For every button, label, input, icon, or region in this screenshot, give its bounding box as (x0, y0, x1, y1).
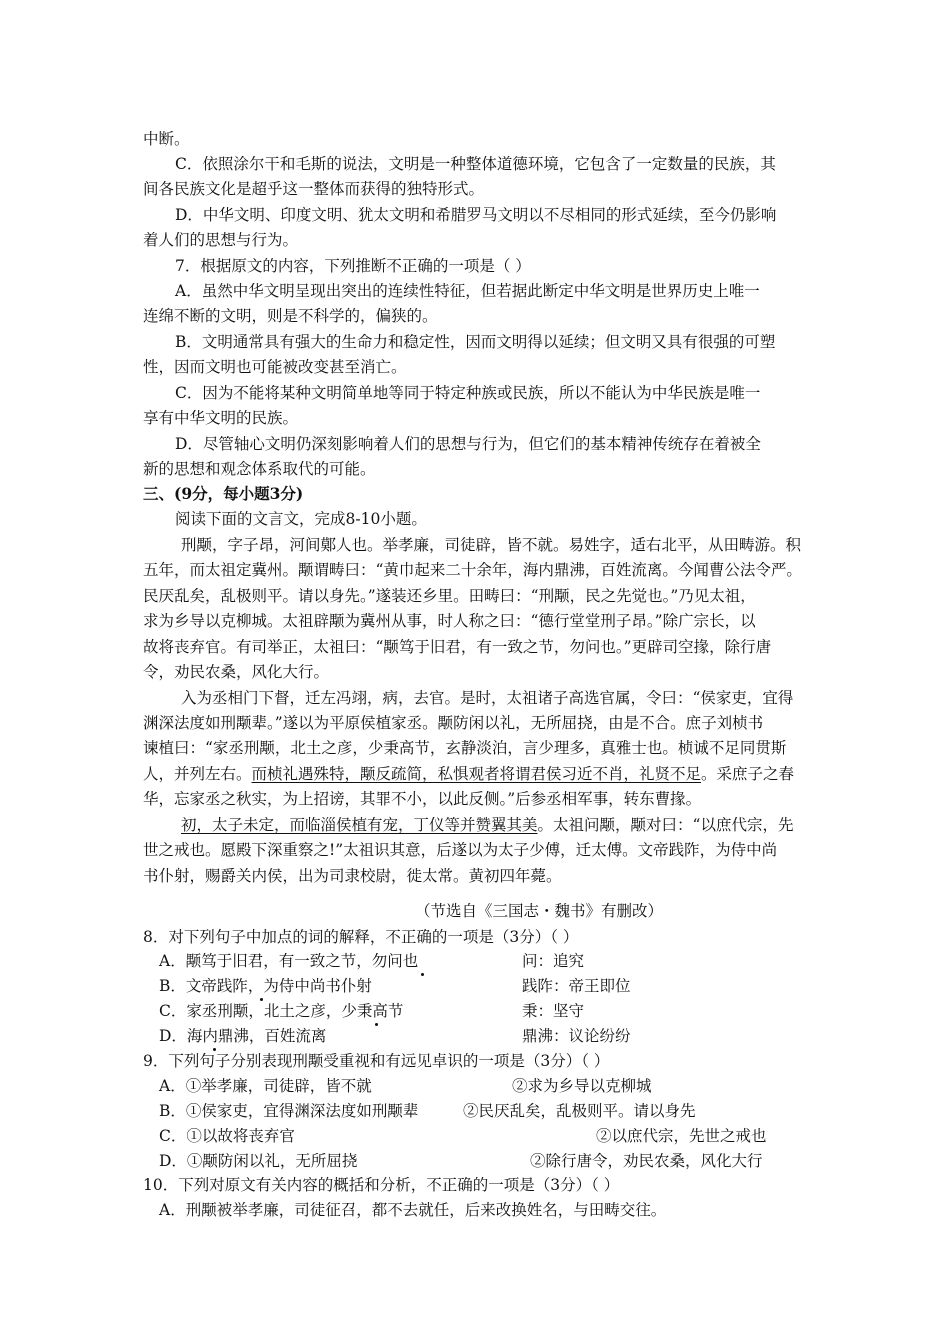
passage-text: 。采庶子之春 (701, 765, 795, 783)
passage-line: 谏植曰：“家丞刑颙，北土之彦，少秉高节，玄静淡泊，言少理多，真雅士也。桢诚不足同贯斯 (143, 739, 787, 757)
passage-line: 令，劝民农桑，风化大行。 (143, 663, 330, 681)
text-line: 中断。 (143, 130, 190, 148)
passage-line: 求为乡导以克柳城。太祖辟颙为冀州从事，时人称之曰：“德行堂堂刑子昂。”除广宗长，以 (143, 612, 756, 630)
passage-line: 世之戒也。愿殿下深重察之!”太祖识其意，后遂以为太子少傅，迁太傅。文帝践阼，为侍中尚 (143, 841, 778, 859)
passage-line: 刑颙，字子昂，河间鄚人也。举孝廉，司徒辟，皆不就。易姓字，适右北平，从田畴游。积 (181, 536, 802, 554)
question-8: 8．对下列句子中加点的词的解释，不正确的一项是（3分）（ ） (143, 928, 579, 946)
q8-option-d: D．海内鼎沸，百姓流离 (159, 1027, 327, 1045)
option-c: C．依照涂尔干和毛斯的说法，文明是一种整体道德环境，它包含了一定数量的民族，其 (175, 155, 776, 173)
passage-line (181, 815, 793, 835)
q8-option-a-gloss: 问：追究 (522, 952, 585, 970)
q8-option-b: B．文帝践阼，为侍中尚书仆射 (159, 977, 372, 995)
instructions: 阅读下面的文言文，完成8-10小题。 (175, 510, 427, 528)
passage-text: 。太祖问颙，颙对曰：“以庶代宗，先 (537, 816, 794, 834)
question-7: 7．根据原文的内容，下列推断不正确的一项是（ ） (175, 257, 531, 275)
text-line: 享有中华文明的民族。 (143, 409, 299, 427)
q9-option-a-part2: ②求为乡导以克柳城 (512, 1077, 652, 1095)
passage-line: 渊深法度如刑颙辈。”遂以为平原侯植家丞。颙防闲以礼，无所屈挠，由是不合。庶子刘桢书 (143, 714, 764, 732)
question-9: 9．下列句子分别表现刑颙受重视和有远见卓识的一项是（3分）（ ） (143, 1052, 610, 1070)
source-citation: （节选自《三国志・魏书》有删改） (415, 902, 664, 920)
passage-line: 入为丞相门下督，迁左冯翊，病，去官。是时，太祖诸子高选官属，令曰：“侯家吏，宜得 (181, 689, 794, 707)
text-line: 性，因而文明也可能被改变甚至消亡。 (143, 358, 407, 376)
q9-option-a: A．①举孝廉，司徒辟，皆不就 (159, 1077, 372, 1095)
passage-text: 人，并列左右。 (143, 765, 252, 783)
text-line: 连绵不断的文明，则是不科学的，偏狭的。 (143, 307, 438, 325)
q8-option-c: C．家丞刑颙，北土之彦，少秉高节 (159, 1002, 404, 1020)
q8-option-c-gloss: 秉：坚守 (522, 1002, 585, 1020)
q8-option-b-gloss: 践阼：帝王即位 (522, 977, 631, 995)
q7-option-c: C．因为不能将某种文明简单地等同于特定种族或民族，所以不能认为中华民族是唯一 (175, 384, 761, 402)
text-line: 间各民族文化是超乎这一整体而获得的独特形式。 (143, 180, 485, 198)
emphasis-dot (375, 1023, 378, 1026)
q7-option-b: B．文明通常具有强大的生命力和稳定性，因而文明得以延续；但文明又具有很强的可塑 (175, 333, 776, 351)
text-line: 着人们的思想与行为。 (143, 231, 299, 249)
q7-option-a: A．虽然中华文明呈现出突出的连续性特征，但若据此断定中华文明是世界历史上唯一 (175, 282, 760, 300)
underlined-sentence: 初，太子未定，而临淄侯植有宠，丁仪等并赞翼其美 (181, 816, 538, 834)
q10-option-a: A．刑颙被举孝廉，司徒征召，都不去就任，后来改换姓名，与田畴交往。 (159, 1201, 667, 1219)
emphasis-dot (421, 973, 424, 976)
q8-option-d-gloss: 鼎沸：议论纷纷 (522, 1027, 631, 1045)
q9-option-b: B．①侯家吏，宜得渊深法度如刑颙辈 (159, 1102, 419, 1120)
passage-line: 华，忘家丞之秋实，为上招谤，其罪不小，以此反侧。”后参丞相军事，转东曹掾。 (143, 790, 702, 808)
option-d: D．中华文明、印度文明、犹太文明和希腊罗马文明以不尽相同的形式延续，至今仍影响 (175, 206, 777, 224)
question-10: 10．下列对原文有关内容的概括和分析，不正确的一项是（3分）（ ） (143, 1176, 620, 1194)
passage-line: 五年，而太祖定冀州。颙谓畴曰：“黄巾起来二十余年，海内鼎沸，百姓流离。今闻曹公法令严。 (143, 561, 802, 579)
passage-line: 书仆射，赐爵关内侯，出为司隶校尉，徙太常。黄初四年薨。 (143, 867, 562, 885)
section-heading: 三、(9分，每小题3分) (143, 484, 304, 503)
q8-option-a: A．颙笃于旧君，有一致之节，勿问也 (159, 952, 419, 970)
text-line: 新的思想和观念体系取代的可能。 (143, 460, 376, 478)
q9-option-c-part2: ②以庶代宗，先世之戒也 (596, 1127, 767, 1145)
passage-line: 民厌乱矣，乱极则平。请以身先。”遂装还乡里。田畴曰：“刑颙，民之先觉也。”乃见太祖， (143, 587, 756, 605)
q9-option-d: D．①颙防闲以礼，无所屈挠 (159, 1152, 358, 1170)
q7-option-d: D．尽管轴心文明仍深刻影响着人们的思想与行为，但它们的基本精神传统存在着被全 (175, 435, 761, 453)
underlined-sentence: 而桢礼遇殊特，颙反疏简，私惧观者将谓君侯习近不肖，礼贤不足 (251, 765, 702, 783)
emphasis-dot (260, 998, 263, 1001)
q9-option-d-part2: ②除行唐令，劝民农桑，风化大行 (530, 1152, 763, 1170)
passage-line: 故将丧弃官。有司举正，太祖曰：“颙笃于旧君，有一致之节，勿问也。”更辟司空掾，除行唐 (143, 638, 772, 656)
q9-option-c: C．①以故将丧弃官 (159, 1127, 295, 1145)
q9-option-b-part2: ②民厌乱矣，乱极则平。请以身先 (463, 1102, 696, 1120)
passage-line (143, 764, 794, 784)
